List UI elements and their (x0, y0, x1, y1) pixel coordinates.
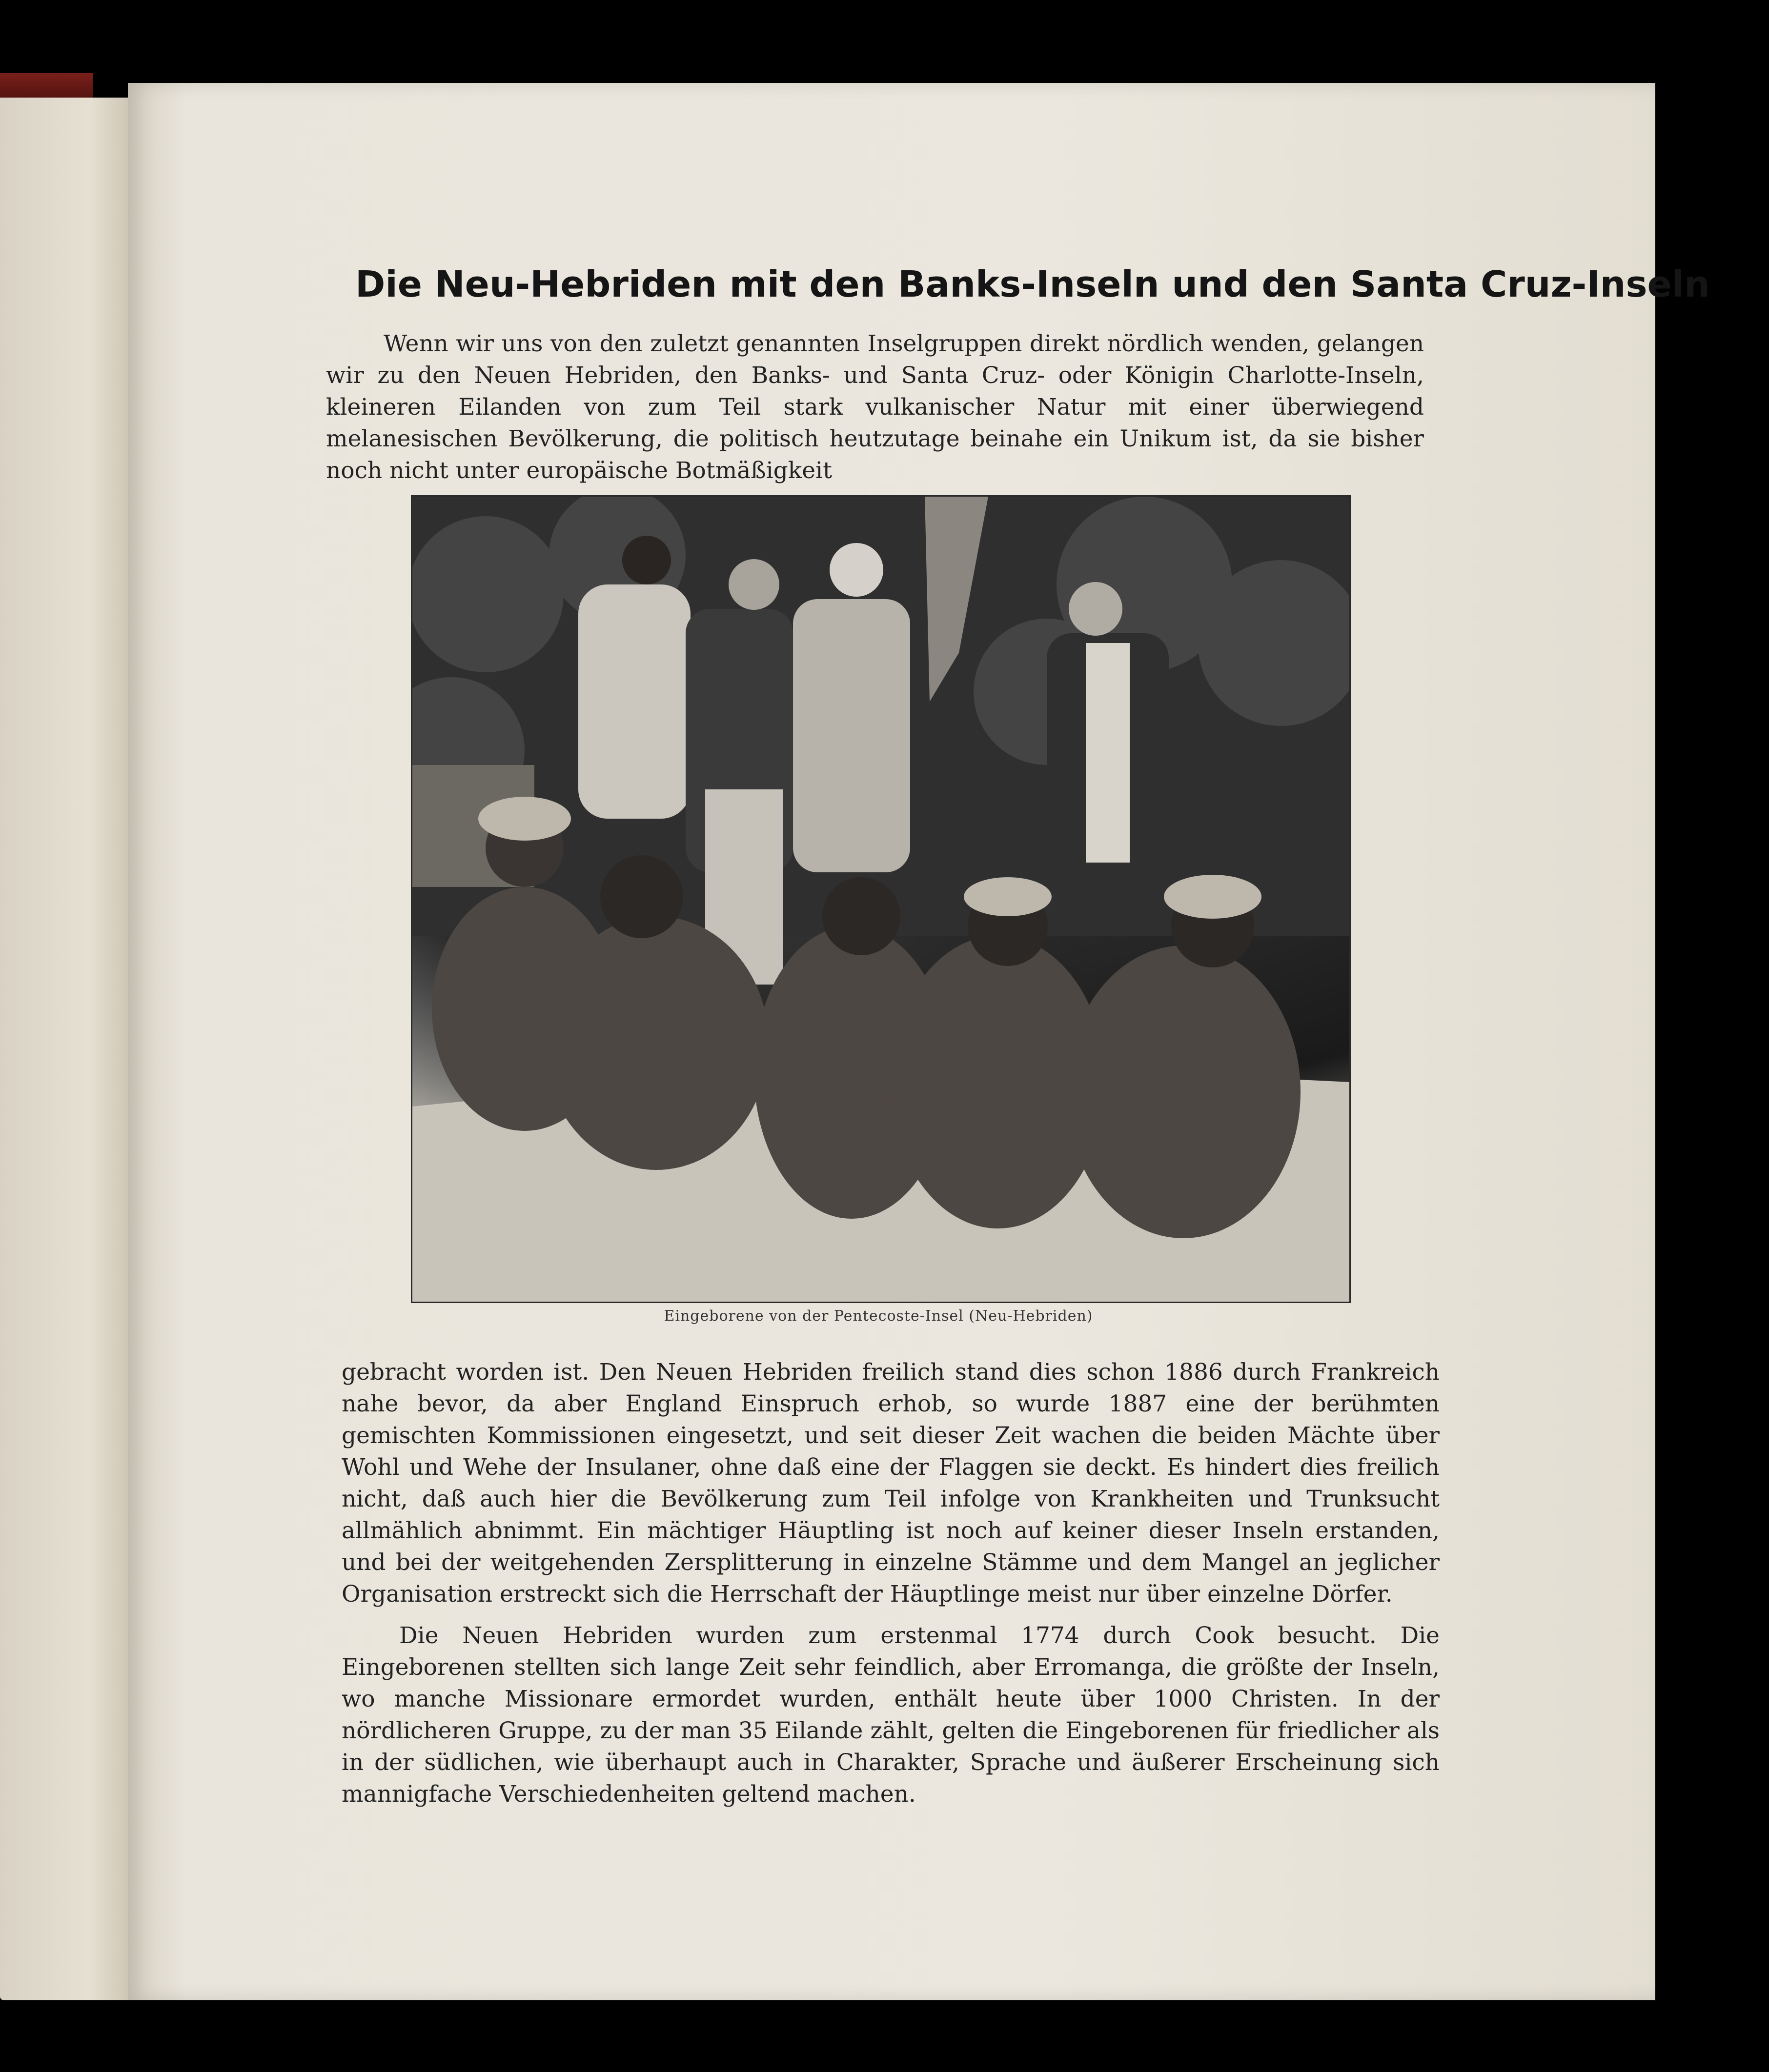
photo-caption: Eingeborene von der Pentecoste-Insel (Neu-Hebriden) (664, 1308, 1093, 1325)
intro-paragraph: Wenn wir uns von den zuletzt genannten Inselgruppen direkt nördlich wenden, gelangen wir zu den Neuen Hebriden, den Banks- und Santa Cruz- oder Königin Charlotte-Inseln, kleineren Eilanden von zum Teil stark vulkanischer Natur mit einer überwiegend melanesischen Bevölkerung, die politisch heutzutage beinahe ein Unikum ist, da sie bisher noch nicht unter europäische Botmäßigkeit (326, 330, 1424, 484)
page-title: Die Neu-Hebriden mit den Banks-Inseln und den Santa Cruz-Inseln (355, 263, 1710, 305)
photograph (411, 495, 1351, 1303)
left-page-edge (0, 98, 128, 2000)
body-paragraph: Die Neuen Hebriden wurden zum erstenmal 1774 durch Cook besucht. Die Eingeborenen stellten sich lange Zeit sehr feindlich, aber Erromanga, die größte der Inseln, wo manche Missionare ermordet wurden, enthält heute über 1000 Christen. In der nördlicheren Gruppe, zu der man 35 Eilande zählt, gelten die Eingeborenen für friedlicher als in der südlichen, wie überhaupt auch in Charakter, Sprache und äußerer Erscheinung sich mannigfache Verschiedenheiten geltend machen. (342, 1622, 1440, 1808)
body-paragraph: gebracht worden ist. Den Neuen Hebriden freilich stand dies schon 1886 durch Frankreich nahe bevor, da aber England Einspruch erhob, so wurde 1887 eine der berühmten gemischten Kommissionen eingesetzt, und seit dieser Zeit wachen die beiden Mächte über Wohl und Wehe der Insulaner, ohne daß eine der Flaggen sie deckt. Es hindert dies freilich nicht, daß auch hier die Bevölkerung zum Teil infolge von Krankheiten und Trunksucht allmählich abnimmt. Ein mächtiger Häuptling ist noch auf keiner dieser Inseln erstanden, und bei der weitgehenden Zersplitterung in einzelne Stämme und dem Mangel an jeglicher Organisation erstreckt sich die Herrschaft der Häuptlinge meist nur über einzelne Dörfer. (342, 1359, 1440, 1608)
photograph-illustration (412, 497, 1349, 1302)
